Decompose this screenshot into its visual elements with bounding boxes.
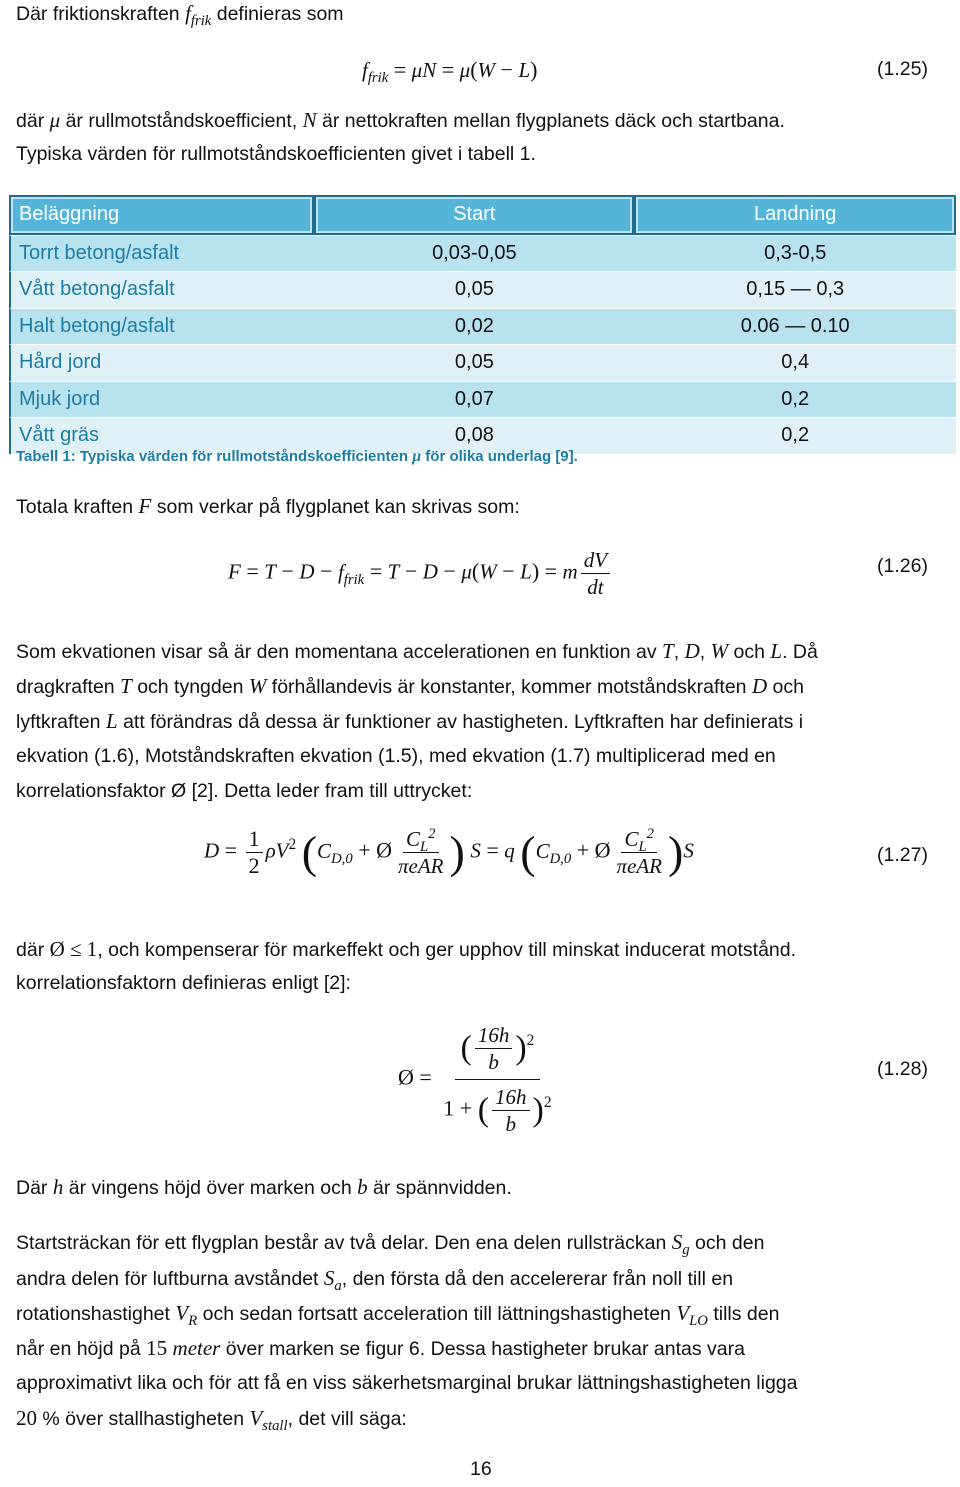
table-row: Halt betong/asfalt 0,02 0.06 — 0.10 (9, 308, 956, 345)
header-belaggning: Beläggning (9, 195, 314, 235)
table-row: Torrt betong/asfalt 0,03-0,05 0,3-0,5 (9, 235, 956, 272)
table-caption: Tabell 1: Typiska värden för rullmotståndskoefficienten μ för olika underlag [9]. (16, 448, 578, 465)
paragraph-3-line-2: dragkraften T och tyngden W förhållandevis är konstanter, kommer motståndskraften D och (16, 674, 804, 698)
equation-1-25: $f_{frik} = \mu N = \mu(W - L)$ (362, 57, 538, 87)
equation-1-27: D = $\frac{1}{2}$ $\rho V^2$ ($C_{D,0}$ + Ø $\frac{C_L^2}{\text{πeAR}}$ ) S = q ($C_{D,0}$ + Ø $\frac{C_L^2}{\text{πeAR}}$ )S (204, 826, 694, 878)
intro-tail: definieras som (216, 3, 344, 25)
f-frik-symbol: $f_{frik}$ (185, 1, 212, 30)
paragraph-3-line-1: Som ekvationen visar så är den momentana accelerationen en funktion av T, D, W och L. Då (16, 639, 818, 663)
paragraph-3-line-3: lyftkraften L att förändras då dessa är funktioner av hastigheten. Lyftkraften har definierats i (16, 709, 804, 733)
paragraph-5: Där h är vingens höjd över marken och b är spännvidden. (16, 1175, 512, 1199)
table-row: Vått gräs 0,08 0,2 (9, 417, 956, 454)
equation-1-26: $F = T - D - f_{frik} = T - D - \mu(W - L) = m$ $\frac{dV}{dt}$ (228, 547, 613, 600)
paragraph-6-line-6: 20 % över stallhastigheten $V_{stall}$, det vill säga: (16, 1406, 407, 1435)
intro-text: Där friktionskraften (16, 3, 180, 25)
friction-table (9, 195, 956, 454)
paragraph-6-line-5: approximativt lika och för att få en viss säkerhetsmarginal brukar lättningshastigheten ligga (16, 1372, 798, 1394)
paragraph-6-line-4: når en höjd på 15 meter över marken se figur 6. Dessa hastigheter brukar antas vara (16, 1336, 745, 1360)
paragraph-3-line-4: ekvation (1.6), Motståndskraften ekvation (1.5), med ekvation (1.7) multiplicerad med en (16, 745, 776, 767)
equation-number-1-25: (1.25) (877, 58, 928, 80)
page-number: 16 (470, 1458, 492, 1480)
equation-number-1-26: (1.26) (877, 555, 928, 577)
paragraph-1-line-1: där μ är rullmotståndskoefficient, N är nettokraften mellan flygplanets däck och startbana. (16, 108, 785, 132)
header-landning: Landning (634, 195, 956, 235)
equation-number-1-27: (1.27) (877, 844, 928, 866)
intro-line (16, 0, 344, 32)
table-row: Mjuk jord 0,07 0,2 (9, 381, 956, 418)
table-header-row (9, 195, 956, 235)
equation-1-28: Ø = ( $\frac{16h}{b}$ )$^2$ 1 + ( $\frac{16h}{b}$ )$^2$ (398, 1023, 552, 1136)
paragraph-1-line-2: Typiska värden för rullmotståndskoefficienten givet i tabell 1. (16, 143, 536, 165)
paragraph-3-line-5: korrelationsfaktor Ø [2]. Detta leder fram till uttrycket: (16, 780, 473, 802)
paragraph-2: Totala kraften F som verkar på flygplanet kan skrivas som: (16, 494, 520, 518)
paragraph-6-line-2: andra delen för luftburna avståndet $S_a$, den första då den accelererar från noll till en (16, 1266, 734, 1295)
equation-number-1-28: (1.28) (877, 1058, 928, 1080)
paragraph-4-line-2: korrelationsfaktorn definieras enligt [2]: (16, 972, 351, 994)
header-start: Start (314, 195, 634, 235)
paragraph-6-line-1: Startsträckan för ett flygplan består av två delar. Den ena delen rullsträckan $S_g$ och den (16, 1230, 765, 1259)
table-row: Vått betong/asfalt 0,05 0,15 — 0,3 (9, 271, 956, 308)
paragraph-4-line-1: där Ø ≤ 1, och kompenserar för markeffekt och ger upphov till minskat inducerat motstånd. (16, 937, 797, 961)
paragraph-6-line-3: rotationshastighet $V_R$ och sedan fortsatt acceleration till lättningshastigheten $V_{LO}$ tills den (16, 1301, 780, 1330)
table-row: Hård jord 0,05 0,4 (9, 344, 956, 381)
